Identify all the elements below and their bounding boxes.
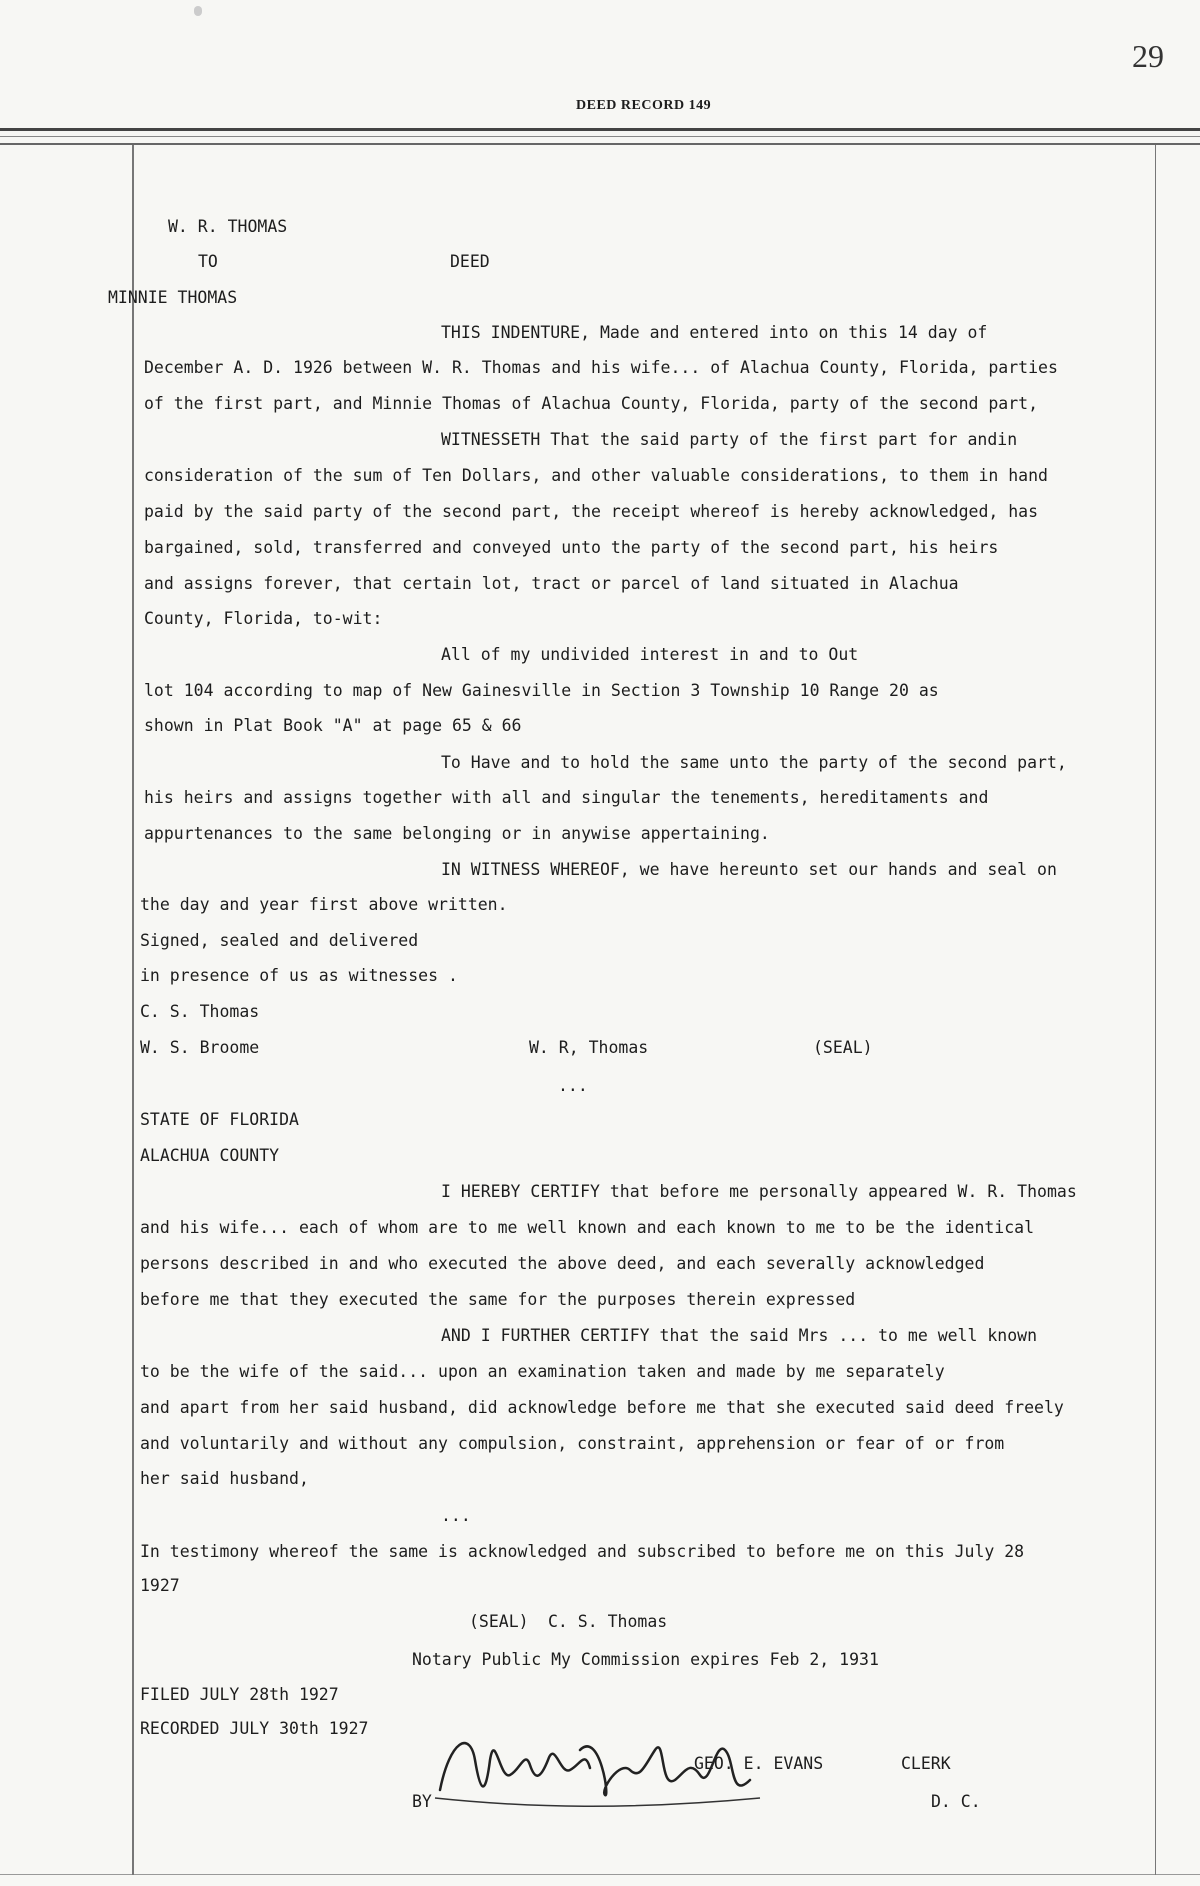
further-certify-line-1: AND I FURTHER CERTIFY that the said Mrs ... to me well known (441, 1326, 1038, 1345)
filed-date: FILED JULY 28th 1927 (140, 1685, 339, 1704)
indenture-line-2: December A. D. 1926 between W. R. Thomas and his wife... of Alachua County, Florida, parties (144, 358, 1058, 377)
further-certify-line-3: and apart from her said husband, did acknowledge before me that she executed said deed freely (140, 1398, 1064, 1417)
seal-label: (SEAL) (813, 1038, 873, 1057)
witnesseth-line-3: paid by the said party of the second part, the receipt whereof is hereby acknowledged, has (144, 502, 1039, 521)
witnesseth-line-4: bargained, sold, transferred and conveyed unto the party of the second part, his heirs (144, 538, 999, 557)
further-certify-line-5: her said husband, (140, 1469, 309, 1488)
county-label: ALACHUA COUNTY (140, 1146, 280, 1165)
grantee-name: MINNIE THOMAS (108, 288, 238, 307)
testimonium-line-4: in presence of us as witnesses . (140, 966, 458, 985)
grantor-signature: W. R, Thomas (529, 1038, 649, 1057)
notary-commission: Notary Public My Commission expires Feb 2, 1931 (412, 1650, 879, 1669)
recorded-date: RECORDED JULY 30th 1927 (140, 1719, 369, 1738)
testimonium-line-3: Signed, sealed and delivered (140, 931, 419, 950)
header-rule-top (0, 128, 1200, 131)
certify-line-4: before me that they executed the same for the purposes therein expressed (140, 1290, 856, 1309)
witnesseth-line-1: WITNESSETH That the said party of the first part for andin (441, 430, 1018, 449)
witnesseth-line-5: and assigns forever, that certain lot, tract or parcel of land situated in Alachua (144, 574, 959, 593)
right-margin-line (1155, 145, 1156, 1875)
deputy-signature-icon (430, 1720, 770, 1820)
witness-1: C. S. Thomas (140, 1002, 260, 1021)
certify-line-3: persons described in and who executed the above deed, and each severally acknowledged (140, 1254, 985, 1273)
property-line-3: shown in Plat Book "A" at page 65 & 66 (144, 716, 522, 735)
record-header: DEED RECORD 149 (576, 98, 712, 113)
ellipsis-mark: ... (558, 1076, 588, 1095)
indenture-line-3: of the first part, and Minnie Thomas of Alachua County, Florida, party of the second part, (144, 394, 1039, 413)
certify-line-2: and his wife... each of whom are to me well known and each known to me to be the identical (140, 1218, 1035, 1237)
ellipsis-mark-2: ... (441, 1506, 471, 1525)
habendum-line-1: To Have and to hold the same unto the party of the second part, (441, 753, 1067, 772)
habendum-line-2: his heirs and assigns together with all and singular the tenements, hereditaments and (144, 788, 989, 807)
witnesseth-line-2: consideration of the sum of Ten Dollars, and other valuable considerations, to them in hand (144, 466, 1048, 485)
clerk-title: CLERK (901, 1754, 951, 1773)
page-number: 29 (1132, 38, 1164, 74)
property-line-2: lot 104 according to map of New Gainesville in Section 3 Township 10 Range 20 as (144, 681, 939, 700)
property-line-1: All of my undivided interest in and to Out (441, 645, 859, 664)
grantor-name: W. R. THOMAS (168, 217, 288, 236)
deputy-clerk-label: D. C. (931, 1792, 981, 1811)
testimonium-line-1: IN WITNESS WHEREOF, we have hereunto set our hands and seal on (441, 860, 1057, 879)
header-rule-bottom (0, 143, 1200, 145)
further-certify-line-4: and voluntarily and without any compulsion, constraint, apprehension or fear of or from (140, 1434, 1005, 1453)
certify-line-1: I HEREBY CERTIFY that before me personally appeared W. R. Thomas (441, 1182, 1077, 1201)
by-label: BY (412, 1792, 432, 1811)
notary-name: C. S. Thomas (548, 1612, 668, 1631)
habendum-line-3: appurtenances to the same belonging or in anywise appertaining. (144, 824, 770, 843)
instrument-type: DEED (450, 252, 490, 271)
clerk-name: GEO. E. EVANS (694, 1754, 824, 1773)
punch-mark (194, 6, 202, 16)
footer-rule (0, 1874, 1200, 1875)
testimonium-line-2: the day and year first above written. (140, 895, 508, 914)
header-rule-mid (0, 136, 1200, 137)
to-label: TO (198, 252, 218, 271)
notary-seal: (SEAL) (469, 1612, 529, 1631)
indenture-line-1: THIS INDENTURE, Made and entered into on this 14 day of (441, 323, 988, 342)
witness-2: W. S. Broome (140, 1038, 260, 1057)
witnesseth-line-6: County, Florida, to-wit: (144, 609, 383, 628)
state-label: STATE OF FLORIDA (140, 1110, 299, 1129)
further-certify-line-2: to be the wife of the said... upon an examination taken and made by me separately (140, 1362, 945, 1381)
testimony-line-1: In testimony whereof the same is acknowledged and subscribed to before me on this July 28 (140, 1542, 1025, 1561)
left-margin-line (132, 145, 134, 1875)
testimony-line-2: 1927 (140, 1576, 180, 1595)
